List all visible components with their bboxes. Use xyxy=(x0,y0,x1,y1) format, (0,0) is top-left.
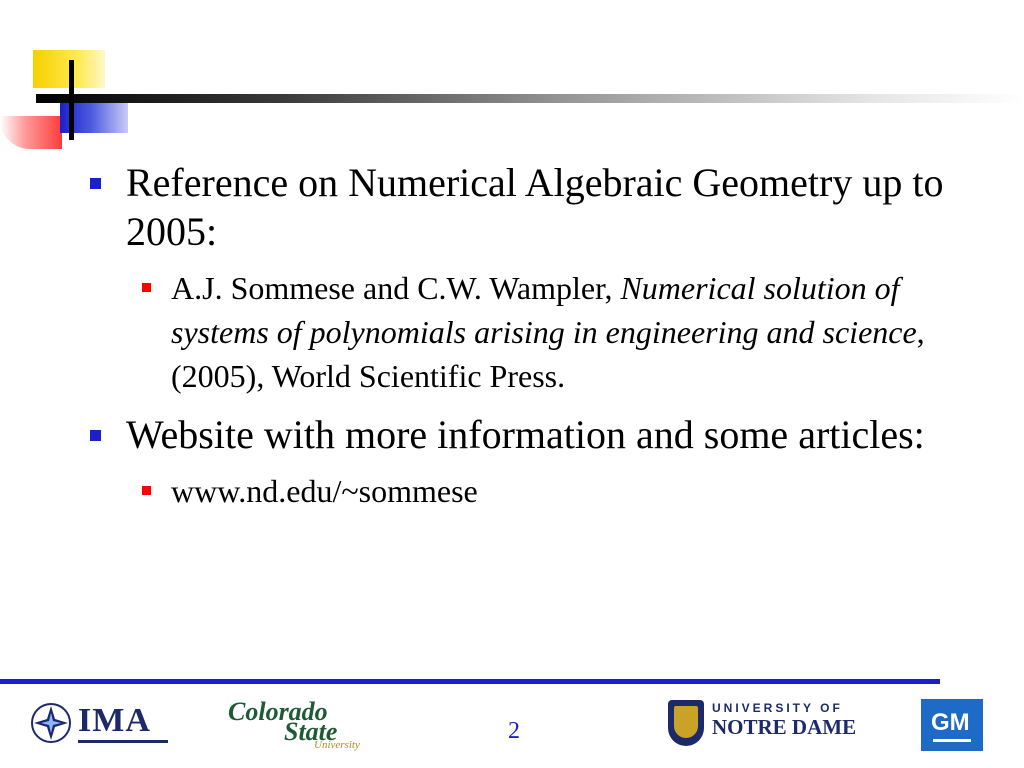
square-bullet-icon xyxy=(90,430,101,441)
gm-logo-text: GM xyxy=(931,709,970,736)
citation-publisher: , (2005), World Scientific Press. xyxy=(171,314,925,394)
csu-line-2: State xyxy=(284,717,338,746)
citation-text xyxy=(171,266,988,398)
bullet-reference xyxy=(88,158,988,256)
website-link[interactable]: www.nd.edu/~sommese xyxy=(171,473,478,509)
sub-bullet-citation xyxy=(133,266,988,398)
page-number: 2 xyxy=(508,718,520,744)
nd-line-2: NOTRE DAME xyxy=(712,715,857,739)
square-bullet-icon xyxy=(142,486,151,495)
decorative-vertical-line xyxy=(69,60,74,140)
gm-underline xyxy=(933,739,971,742)
star-emblem-icon xyxy=(28,700,76,746)
gm-logo xyxy=(921,699,983,751)
footer-rule xyxy=(0,679,940,684)
square-bullet-icon xyxy=(142,283,151,292)
bullet-website xyxy=(88,410,988,459)
ima-underline xyxy=(78,740,168,743)
csu-line-3: University xyxy=(314,739,360,751)
citation-title: Numerical solution of systems of polynomials arising in engineering and science xyxy=(171,270,917,350)
decorative-gradient-line xyxy=(36,94,1024,103)
bullet-text: Website with more information and some articles: xyxy=(126,412,925,457)
square-bullet-icon xyxy=(90,178,101,189)
bullet-text: Reference on Numerical Algebraic Geometry up to 2005: xyxy=(126,160,944,254)
citation-authors: A.J. Sommese and C.W. Wampler, xyxy=(171,270,621,306)
colorado-state-logo xyxy=(228,697,382,753)
ima-logo-text: IMA xyxy=(78,702,151,739)
ima-logo xyxy=(28,700,170,746)
sub-bullet-url xyxy=(133,469,988,513)
notre-dame-logo xyxy=(668,700,858,746)
shield-icon xyxy=(668,700,704,746)
csu-line-1: Colorado xyxy=(228,697,328,726)
slide-content xyxy=(88,158,988,525)
nd-line-1: UNIVERSITY OF xyxy=(712,701,843,715)
decorative-red-block xyxy=(0,116,62,149)
